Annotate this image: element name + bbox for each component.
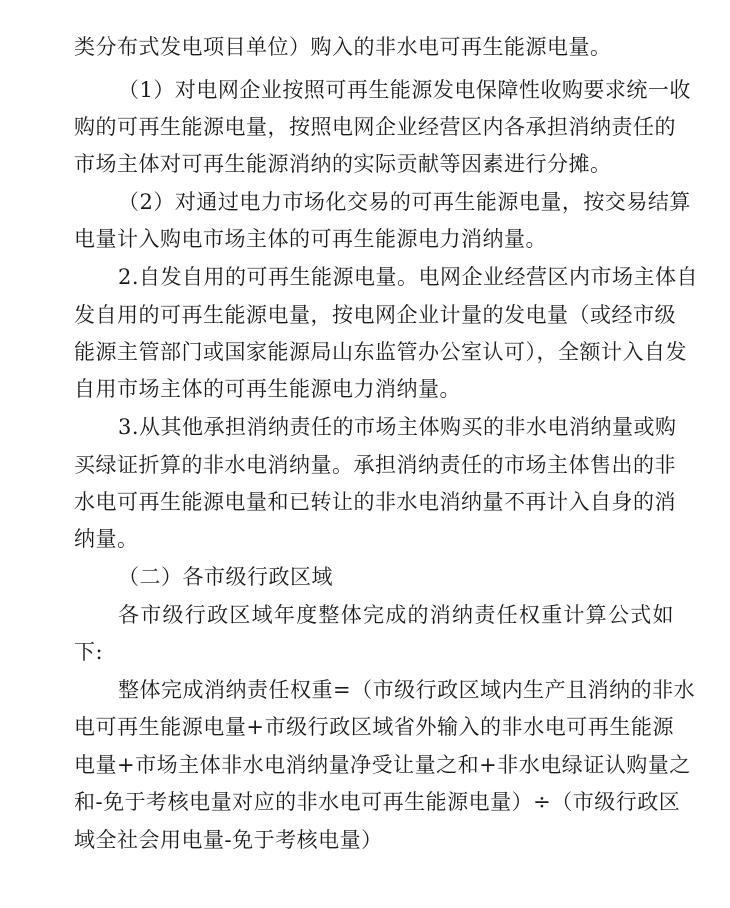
- text-line: 纳量。: [74, 527, 139, 551]
- formula-line: 域全社会用电量-免于考核电量）: [74, 828, 383, 852]
- text-line: 电量计入购电市场主体的可再生能源电力消纳量。: [74, 227, 547, 251]
- formula-line: 电量+市场主体非水电消纳量净受让量之和+非水电绿证认购量之: [74, 753, 691, 777]
- text-line: 能源主管部门或国家能源局山东监管办公室认可），全额计入自发: [74, 340, 687, 364]
- formula-line: 电可再生能源电量+市级行政区域省外输入的非水电可再生能源: [74, 715, 674, 739]
- text-line: 类分布式发电项目单位）购入的非水电可再生能源电量。: [74, 35, 612, 59]
- text-line: 下:: [74, 640, 104, 664]
- text-line: 水电可再生能源电量和已转让的非水电消纳量不再计入自身的消: [74, 490, 676, 514]
- text-line: （1）对电网企业按照可再生能源发电保障性收购要求统一收: [118, 78, 691, 102]
- text-line: （2）对通过电力市场化交易的可再生能源电量，按交易结算: [118, 190, 691, 214]
- text-line: 自用市场主体的可再生能源电力消纳量。: [74, 377, 461, 401]
- text-line: 2.自发自用的可再生能源电量。电网企业经营区内市场主体自: [118, 265, 699, 289]
- text-line: 市场主体对可再生能源消纳的实际贡献等因素进行分摊。: [74, 152, 612, 176]
- text-line: 各市级行政区域年度整体完成的消纳责任权重计算公式如: [118, 603, 674, 627]
- text-line: 购的可再生能源电量，按照电网企业经营区内各承担消纳责任的: [74, 115, 676, 139]
- formula-line: 和-免于考核电量对应的非水电可再生能源电量）÷（市级行政区: [74, 790, 681, 814]
- formula-line: 整体完成消纳责任权重=（市级行政区域内生产且消纳的非水: [118, 678, 696, 702]
- section-heading: （二）各市级行政区域: [118, 565, 333, 589]
- text-line: 发自用的可再生能源电量，按电网企业计量的发电量（或经市级: [74, 303, 676, 327]
- text-line: 买绿证折算的非水电消纳量。承担消纳责任的市场主体售出的非: [74, 453, 676, 477]
- text-line: 3.从其他承担消纳责任的市场主体购买的非水电消纳量或购: [118, 415, 677, 439]
